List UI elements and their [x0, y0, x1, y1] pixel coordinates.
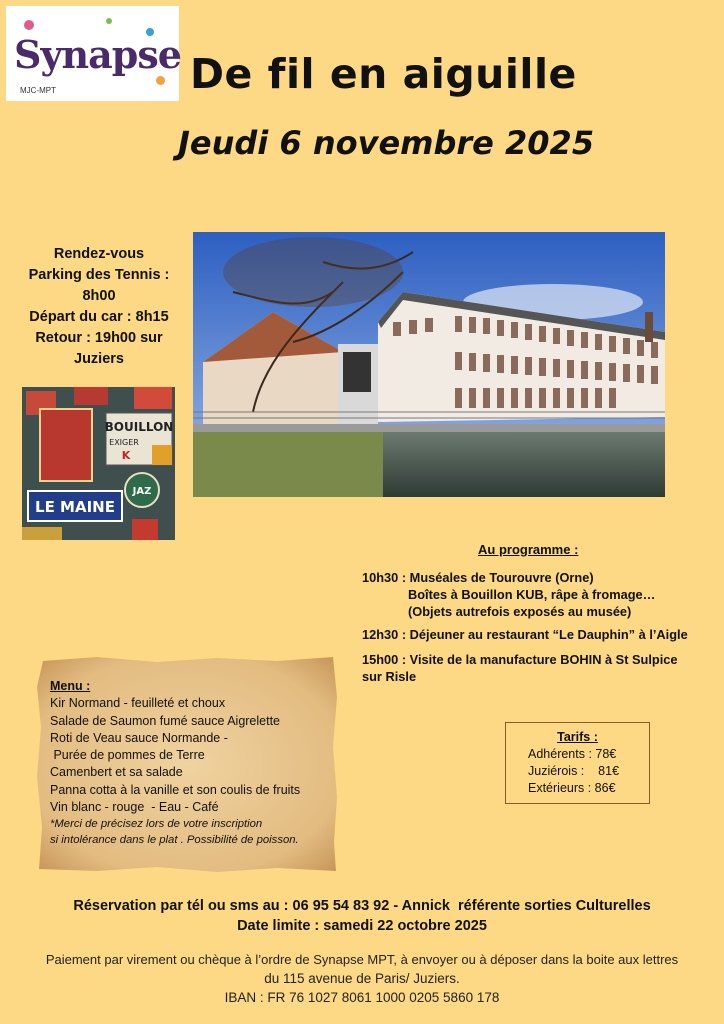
tarif-row: Adhérents : 78€: [528, 747, 617, 761]
logo-wordmark: Synapse: [14, 32, 181, 77]
logo-subtitle: MJC-MPT: [20, 86, 56, 95]
menu-line: Roti de Veau sauce Normande -: [50, 730, 228, 745]
sign-text: BOUILLON: [104, 420, 174, 434]
page-title: De fil en aiguille: [190, 50, 577, 98]
rendezvous-line: 8h00: [82, 288, 116, 304]
reservation-deadline: Date limite : samedi 22 octobre 2025: [237, 918, 487, 934]
rendezvous-line: Retour : 19h00 sur: [35, 330, 163, 346]
sign-text: JAZ: [132, 486, 152, 497]
menu-line: Purée de pommes de Terre: [50, 748, 205, 763]
sign-text: EXIGER: [109, 438, 139, 447]
programme-text: Muséales de Tourouvre (Orne): [409, 570, 594, 585]
programme-text: Déjeuner au restaurant “Le Dauphin” à l’Aigle: [409, 627, 688, 642]
programme-title: Au programme :: [478, 542, 579, 557]
payment-line: Paiement par virement ou chèque à l’ordre de Synapse MPT, à envoyer ou à déposer dans la boite aux lettres: [45, 952, 679, 967]
payment-line: du 115 avenue de Paris/ Juziers.: [264, 971, 460, 986]
menu-line: Salade de Saumon fumé sauce Aigrelette: [50, 713, 281, 728]
menu-line: Panna cotta à la vanille et son coulis de fruits: [50, 782, 301, 797]
event-date: Jeudi 6 novembre 2025: [178, 124, 595, 162]
menu-line: Kir Normand - feuilleté et choux: [50, 696, 226, 711]
rendezvous-info: [20, 244, 178, 370]
rendezvous-line: Juziers: [74, 351, 124, 367]
menu-title: Menu :: [50, 679, 91, 693]
reservation-info: [0, 896, 724, 936]
sign-text: K: [121, 449, 131, 462]
tarif-row: Juziérois : 81€: [528, 764, 620, 778]
tarifs-box: [505, 722, 650, 804]
menu-card: [37, 657, 337, 872]
tarifs-title: Tarifs :: [557, 730, 598, 744]
rendezvous-line: Parking des Tennis :: [28, 267, 170, 283]
logo-decoration-dot: [24, 20, 34, 30]
logo-decoration-dot: [156, 76, 165, 85]
programme-item: [362, 569, 655, 620]
programme-text: Visite de la manufacture BOHIN à St Sulpice: [409, 652, 678, 667]
programme-time: 15h00 :: [362, 652, 407, 667]
programme-detail: (Objets autrefois exposés au musée): [408, 604, 632, 619]
programme-detail: sur Risle: [362, 669, 417, 684]
menu-line: Vin blanc - rouge - Eau - Café: [50, 800, 219, 815]
programme-item: [362, 651, 678, 685]
programme-detail: Boîtes à Bouillon KUB, râpe à fromage…: [408, 587, 656, 602]
programme-item: [362, 626, 688, 643]
sign-text: LE MAINE: [35, 498, 115, 516]
programme-time: 10h30 :: [362, 570, 407, 585]
reservation-contact: Réservation par tél ou sms au : 06 95 54 83 92 - Annick référente sorties Culturelles: [73, 898, 651, 914]
menu-note: *Merci de précisez lors de votre inscription: [50, 818, 263, 831]
factory-photo: [193, 232, 665, 497]
menu-line: Camenbert et sa salade: [50, 765, 183, 780]
rendezvous-line: Rendez-vous: [53, 246, 145, 262]
payment-iban: IBAN : FR 76 1027 8061 1000 0205 5860 178: [224, 990, 500, 1005]
tarif-row: Extérieurs : 86€: [528, 781, 616, 795]
enamel-signs-photo: [22, 387, 175, 540]
payment-info: [0, 950, 724, 1007]
synapse-logo: [6, 6, 179, 101]
menu-note: si intolérance dans le plat . Possibilité de poisson.: [50, 834, 299, 847]
logo-decoration-dot: [106, 18, 112, 24]
programme-time: 12h30 :: [362, 627, 407, 642]
rendezvous-line: Départ du car : 8h15: [29, 309, 169, 325]
